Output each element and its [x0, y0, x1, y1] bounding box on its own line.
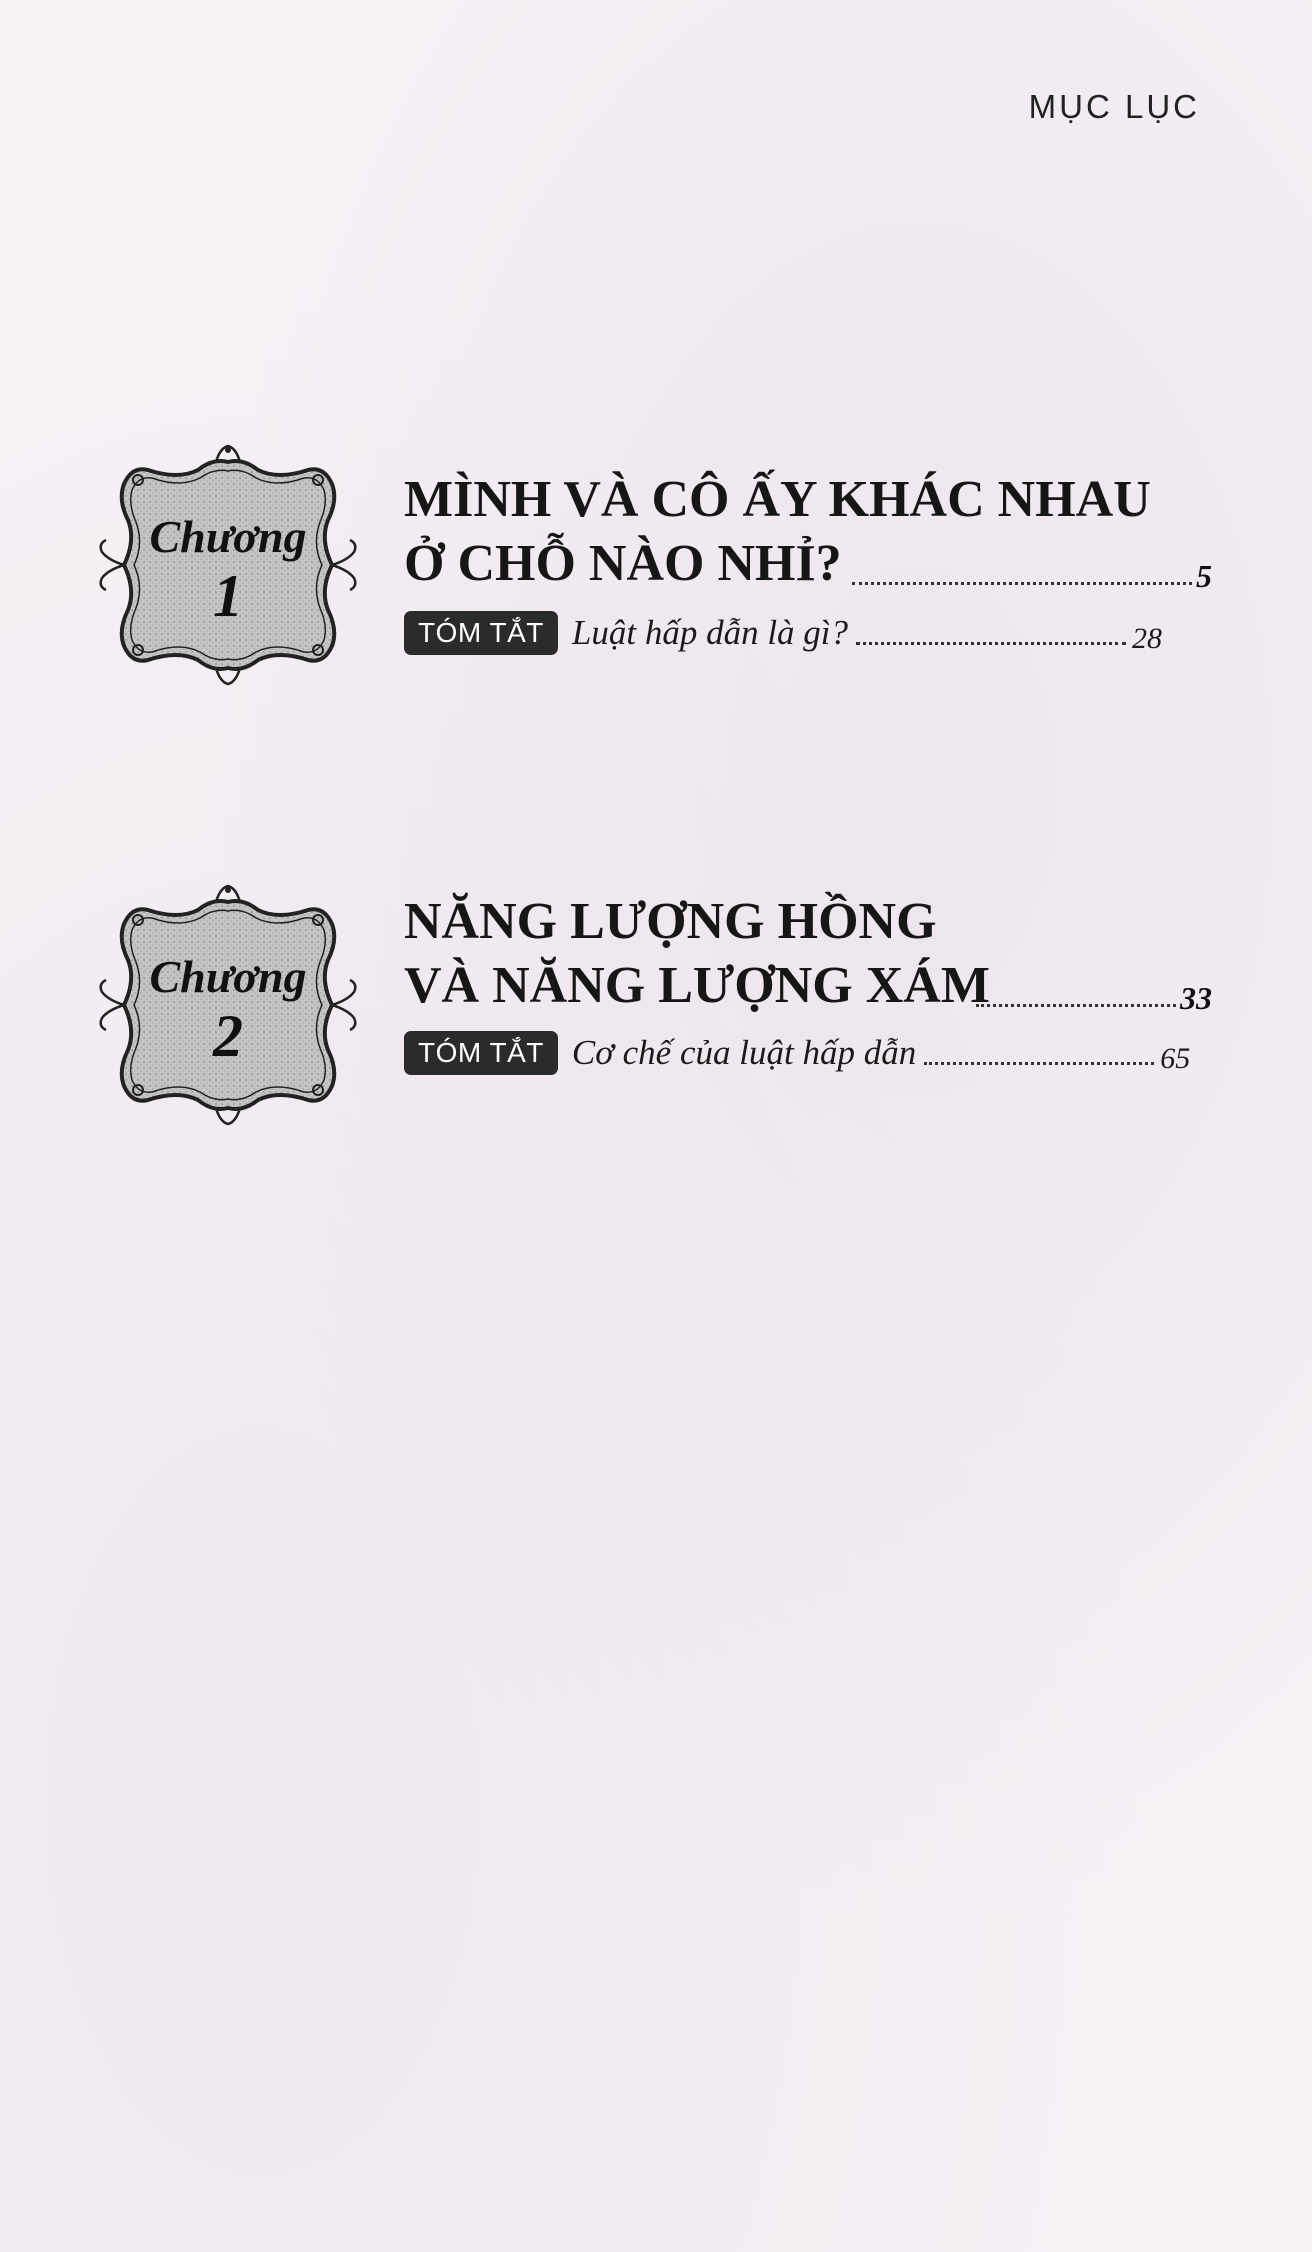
- summary-page-number: 65: [1160, 1042, 1191, 1075]
- leader-dots: [976, 1004, 1176, 1007]
- chapter-page-number: 5: [1196, 558, 1212, 594]
- leader-dots: [852, 582, 1192, 585]
- running-head: MỤC LỤC: [1028, 88, 1200, 125]
- summary-tag: TÓM TẮT: [404, 1031, 558, 1075]
- summary-entry: [404, 1030, 1190, 1076]
- chapter-page-leader: [976, 980, 1212, 1017]
- chapter-page-leader: [852, 558, 1212, 595]
- summary-page-number: 28: [1132, 622, 1163, 655]
- chapter-title-line-1: MÌNH VÀ CÔ ẤY KHÁC NHAU: [404, 471, 1151, 528]
- summary-title: Cơ chế của luật hấp dẫn: [571, 1033, 917, 1072]
- chapter-label: Chương: [149, 511, 307, 562]
- toc-entry-chapter-1: [0, 440, 1312, 700]
- chapter-title-line-1: NĂNG LƯỢNG HỒNG: [404, 893, 937, 950]
- chapter-badge: [88, 440, 368, 690]
- chapter-number: 2: [213, 1003, 243, 1069]
- chapter-title-line-2: Ở CHỖ NÀO NHỈ?: [404, 535, 842, 592]
- summary-title: Luật hấp dẫn là gì?: [571, 613, 849, 652]
- chapter-badge: [88, 880, 368, 1130]
- chapter-label: Chương: [149, 951, 307, 1002]
- summary-tag: TÓM TẮT: [404, 611, 558, 655]
- chapter-number: 1: [213, 563, 243, 629]
- leader-dots: [924, 1062, 1154, 1065]
- leader-dots: [856, 642, 1126, 645]
- toc-entry-chapter-2: [0, 880, 1312, 1140]
- chapter-title-line-2: VÀ NĂNG LƯỢNG XÁM: [404, 957, 990, 1014]
- chapter-page-number: 33: [1180, 980, 1212, 1016]
- summary-entry: [404, 610, 1162, 656]
